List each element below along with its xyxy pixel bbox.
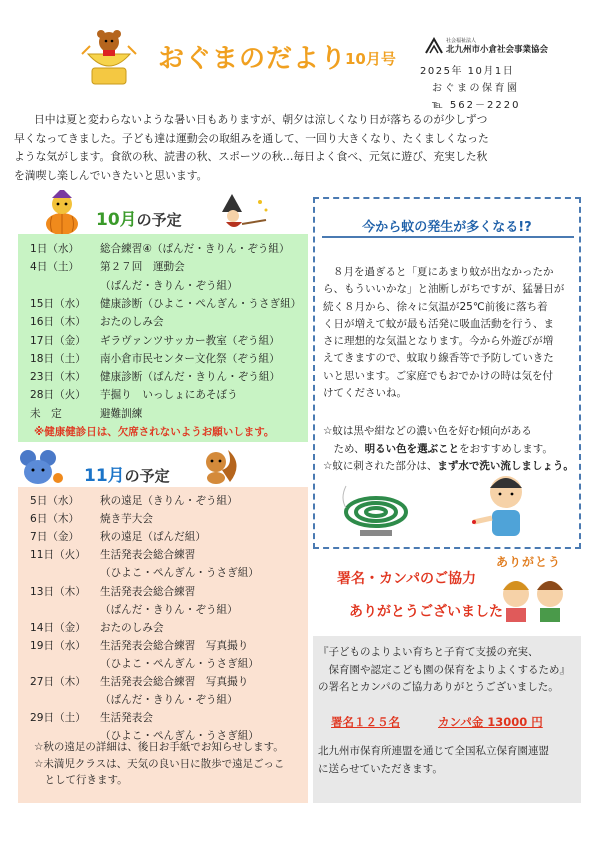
schedule-row xyxy=(30,333,310,351)
schedule-row xyxy=(30,529,310,547)
organization-logo-icon xyxy=(424,37,444,55)
schedule-event: 生活発表会総合練習 写真撮り xyxy=(100,639,249,652)
signature-text-line: 保育園や認定こども園の保育をよりよくするため』 xyxy=(318,663,570,676)
november-schedule-title: 11月の予定 xyxy=(84,466,170,486)
schedule-row xyxy=(30,511,310,529)
schedule-row xyxy=(30,351,310,369)
schedule-row xyxy=(30,278,310,296)
schedule-event: （ぱんだ・きりん・ぞう組） xyxy=(100,603,238,616)
schedule-date: 15日（水） xyxy=(30,297,86,310)
schedule-event: 第２７回 運動会 xyxy=(100,261,185,274)
schedule-event: 避難訓練 xyxy=(100,407,143,420)
schedule-date: 1日（水） xyxy=(30,243,80,255)
signature-text-line: 『子どものよりよい育ちと子育て支援の充実、 xyxy=(318,646,539,658)
schedule-date: 18日（土） xyxy=(30,352,86,365)
pumpkin-bear-illustration xyxy=(42,190,86,236)
schedule-date: 23日（木） xyxy=(30,371,86,384)
schedule-event: 南小倉市民センター文化祭（ぞう組） xyxy=(100,352,280,365)
schedule-row xyxy=(30,493,310,511)
schedule-row xyxy=(30,674,310,692)
schedule-row xyxy=(30,296,310,314)
schedule-date: 13日（木） xyxy=(30,585,86,598)
schedule-date: 7日（金） xyxy=(30,531,80,544)
intro-line: ような気がします。食欲の秋、読書の秋、スポーツの秋…毎日よく食べ、元気に遊び、充実した秋 xyxy=(14,150,488,163)
signature-footer-line: に送らせていただきます。 xyxy=(318,762,443,775)
schedule-event: 生活発表会総合練習 xyxy=(100,585,196,598)
schedule-row xyxy=(30,638,310,656)
schedule-date: 17日（金） xyxy=(30,334,86,347)
november-note: ☆未満児クラスは、天気の良い日に散歩で遠足ごっこ xyxy=(34,758,285,770)
mosquito-body-line: ８月を過ぎると「夏にあまり蚊が出なかったか xyxy=(333,266,554,278)
arigatou-decoration: ありがとう xyxy=(496,555,562,569)
schedule-event: 総合練習④（ぱんだ・きりん・ぞう組） xyxy=(100,243,290,255)
schedule-row xyxy=(30,620,310,638)
schedule-row xyxy=(30,710,310,728)
november-schedule-box xyxy=(18,487,308,803)
newsletter-month: 10月号 xyxy=(345,50,396,68)
schedule-row xyxy=(30,547,310,565)
mosquito-body-line: さに理想的な気温となります。今から外遊びが増 xyxy=(323,335,554,348)
signature-footer-line: 北九州市保育所連盟を通じて全国私立保育園連盟 xyxy=(318,745,549,757)
schedule-date: 4日（土） xyxy=(30,261,80,274)
intro-line: 早くなってきました。子ども達は運動会の取組みを通して、一回り大きくなり、たくましくなった xyxy=(14,131,489,145)
schedule-event: （ひよこ・ぺんぎん・うさぎ組） xyxy=(100,657,259,670)
squirrel-illustration xyxy=(200,446,242,486)
issue-date: 2025年 10月1日 xyxy=(420,66,515,77)
mosquito-body-line: いと思います。ご家庭でもおでかけの時は気を付 xyxy=(323,369,554,382)
schedule-date: 未 定 xyxy=(30,407,62,420)
donation-amount: カンパ金 13000 円 xyxy=(438,715,543,729)
mosquito-tip: ☆蚊に刺された部分は、まず水で洗い流しましょう。 xyxy=(323,460,574,472)
signature-footer xyxy=(318,743,549,778)
organization-type: 社会福祉法人 xyxy=(446,38,477,44)
schedule-event: 生活発表会総合練習 xyxy=(100,549,196,562)
witch-illustration xyxy=(218,192,270,232)
signature-text-line: の署名とカンパのご協力ありがとうございました。 xyxy=(318,681,559,693)
mosquito-notice-title: 今から蚊の発生が多くなる!? xyxy=(362,220,532,235)
schedule-row xyxy=(30,656,310,674)
schedule-date: 5日（水） xyxy=(30,495,80,507)
newsletter-title: おぐまのだより xyxy=(158,44,348,74)
november-note: として行きます。 xyxy=(34,774,128,786)
bear-trophy-illustration xyxy=(78,28,140,90)
signature-thanks-text xyxy=(318,644,570,697)
mosquito-tip: ☆蚊は黒や紺などの濃い色を好む傾向がある xyxy=(323,425,532,437)
schedule-row xyxy=(30,369,310,387)
mosquito-body-line: えてきますので、蚊取り線香等で予防していきた xyxy=(323,352,554,365)
schedule-event: 健康診断（ひよこ・ぺんぎん・うさぎ組） xyxy=(100,297,302,310)
itchy-child-illustration xyxy=(466,470,544,540)
schedule-event: おたのしみ会 xyxy=(100,316,164,329)
mosquito-tips xyxy=(323,423,574,476)
schedule-event: （ひよこ・ぺんぎん・うさぎ組） xyxy=(100,730,259,743)
organization-block xyxy=(424,37,574,57)
november-note: ☆秋の遠足の詳細は、後日お手紙でお知らせします。 xyxy=(34,741,284,753)
schedule-event: 生活発表会総合練習 写真撮り xyxy=(100,676,249,688)
school-name: おぐまの保育園 xyxy=(432,83,520,94)
intro-paragraph xyxy=(14,111,576,185)
schedule-row xyxy=(30,584,310,602)
intro-line: を満喫し楽しんでいきたいと思います。 xyxy=(14,168,208,182)
schedule-row xyxy=(30,314,310,332)
schedule-date: 28日（火） xyxy=(30,389,86,402)
schedule-row xyxy=(30,406,310,424)
signature-count: 署名１２５名 xyxy=(331,715,400,729)
schedule-row xyxy=(30,241,310,259)
schedule-date: 11日（火） xyxy=(30,549,86,562)
schedule-row xyxy=(30,259,310,277)
schedule-row xyxy=(30,602,310,620)
mosquito-body-line: く日が増えて蚊が最も活発に吸血活動を行う、ま xyxy=(323,317,554,330)
schedule-row xyxy=(30,387,310,405)
schedule-event: 芋掘り いっしょにあそぼう xyxy=(100,389,238,402)
schedule-date: 16日（木） xyxy=(30,316,86,329)
mosquito-body-line: ら、もういいかな」と油断しがちですが、猛暑日が xyxy=(323,283,565,296)
schedule-event: ギラヴァンツサッカー教室（ぞう組） xyxy=(100,334,280,347)
mosquito-body-line: 続く８月から、徐々に気温が25℃前後に落ち着 xyxy=(323,300,548,313)
school-tel: ℡ 562－2220 xyxy=(432,100,521,111)
october-schedule-box xyxy=(18,234,308,442)
schedule-row xyxy=(30,692,310,710)
mosquito-body-line: けてくださいね。 xyxy=(323,387,407,400)
schedule-event: （ぱんだ・きりん・ぞう組） xyxy=(100,694,238,707)
schedule-event: （ぱんだ・きりん・ぞう組） xyxy=(100,279,238,292)
schedule-date: 19日（水） xyxy=(30,639,86,652)
mouse-illustration xyxy=(18,448,66,488)
schedule-date: 6日（木） xyxy=(30,513,80,526)
mosquito-notice-body xyxy=(323,264,573,402)
schedule-event: 生活発表会 xyxy=(100,712,153,725)
schedule-event: おたのしみ会 xyxy=(100,621,164,634)
mosquito-title-underline xyxy=(322,236,574,238)
october-schedule-title: 10月の予定 xyxy=(96,210,182,230)
schedule-date: 29日（土） xyxy=(30,712,86,725)
mosquito-tip: ため、明るい色を選ぶことをおすすめします。 xyxy=(323,442,553,455)
schedule-row xyxy=(30,565,310,583)
schedule-event: 秋の遠足（きりん・ぞう組） xyxy=(100,495,238,507)
signature-title-line2: ありがとうございました xyxy=(349,604,503,620)
october-note: ※健康健診日は、欠席されないようお願いします。 xyxy=(34,426,275,438)
schedule-date: 14日（金） xyxy=(30,621,86,634)
schedule-event: 秋の遠足（ぱんだ組） xyxy=(100,531,206,544)
schedule-event: 健康診断（ぱんだ・きりん・ぞう組） xyxy=(100,371,281,384)
schedule-date: 27日（木） xyxy=(30,676,86,688)
mosquito-coil-illustration xyxy=(336,478,416,542)
intro-line: 日中は夏と変わらないような暑い日もありますが、朝夕は涼しくなり日が落ちるのが少しずつ xyxy=(34,113,488,126)
schedule-event: （ひよこ・ぺんぎん・うさぎ組） xyxy=(100,567,259,580)
schedule-event: 焼き芋大会 xyxy=(100,513,153,526)
signature-title-line1: 署名・カンパのご協力 xyxy=(337,571,477,587)
organization-name: 北九州市小倉社会事業協会 xyxy=(446,45,549,55)
